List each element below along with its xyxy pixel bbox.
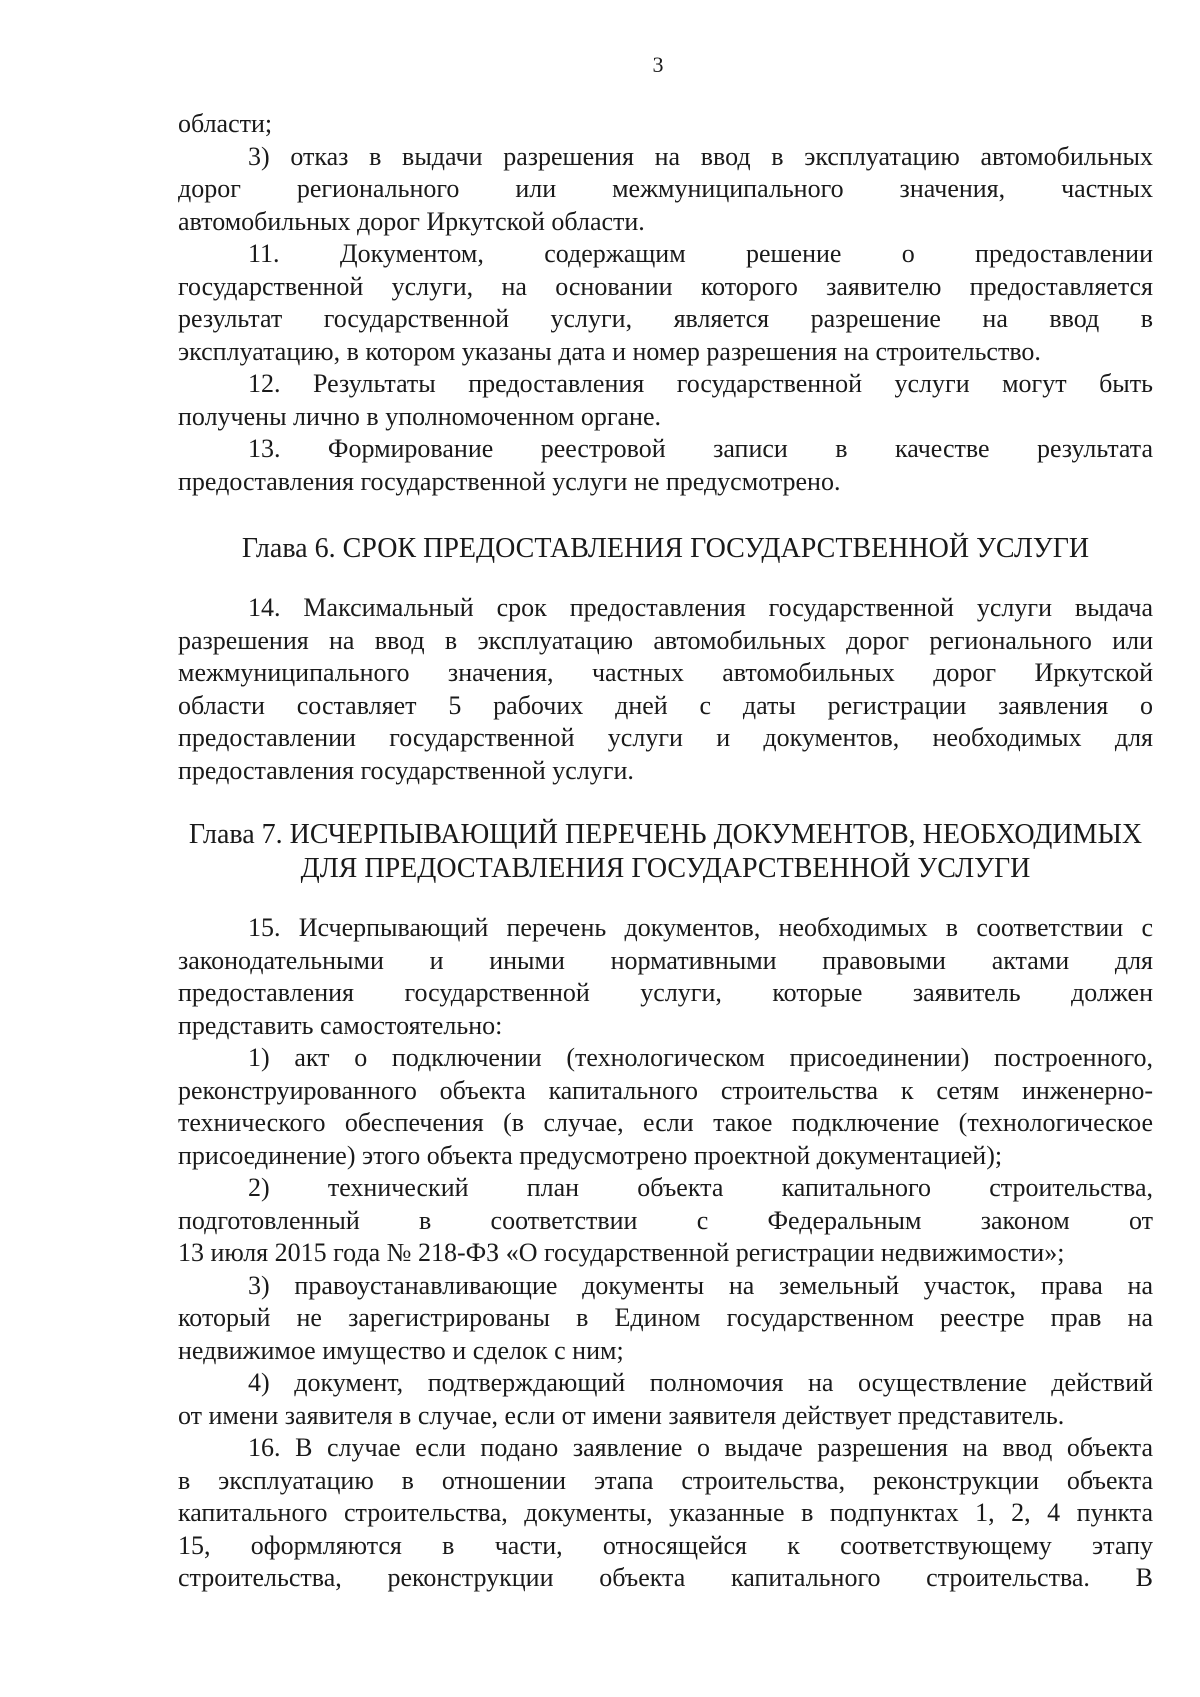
- text-line: 13. Формирование реестровой записи в качестве результата: [248, 434, 1153, 463]
- list-item-line: 13 июля 2015 года № 218-ФЗ «О государственной регистрации недвижимости»;: [178, 1238, 1065, 1267]
- chapter-title: Глава 6. СРОК ПРЕДОСТАВЛЕНИЯ ГОСУДАРСТВЕННОЙ УСЛУГИ: [241, 533, 1090, 564]
- chapter6-section: [178, 532, 1153, 787]
- text-line: государственной услуги, на основании которого заявителю предоставляется: [178, 271, 1153, 301]
- page-number: 3: [652, 52, 664, 77]
- text-line: 12. Результаты предоставления государственной услуги могут быть: [248, 369, 1153, 398]
- chapter7-section: [178, 818, 1153, 1595]
- text-line: 14. Максимальный срок предоставления государственной услуги выдача: [248, 593, 1153, 622]
- text-line: получены лично в уполномоченном органе.: [178, 401, 662, 431]
- text-line: строительства, реконструкции объекта капитального строительства. В: [178, 1563, 1153, 1592]
- text-line: 3) отказ в выдачи разрешения на ввод в эксплуатацию автомобильных: [248, 141, 1153, 171]
- list-item-line: 1) акт о подключении (технологическом присоединении) построенного,: [248, 1043, 1153, 1072]
- text-line: 11. Документом, содержащим решение о предоставлении: [248, 239, 1153, 268]
- text-line: 15. Исчерпывающий перечень документов, необходимых в соответствии с: [248, 913, 1153, 942]
- list-item-line: недвижимое имущество и сделок с ним;: [178, 1335, 624, 1365]
- chapter5-tail: [178, 108, 1153, 498]
- text-line: дорог регионального или межмуниципального значения, частных: [178, 174, 1153, 203]
- list-item-line: 2) технический план объекта капитального строительства,: [248, 1173, 1153, 1202]
- text-line: капитального строительства, документы, указанные в подпунктах 1, 2, 4 пункта: [178, 1498, 1153, 1527]
- text-line: 15, оформляются в части, относящейся к соответствующему этапу: [178, 1530, 1153, 1560]
- text-line: разрешения на ввод в эксплуатацию автомобильных дорог регионального или: [178, 625, 1153, 655]
- text-line: представить самостоятельно:: [178, 1010, 503, 1040]
- list-item-line: 3) правоустанавливающие документы на земельный участок, права на: [248, 1270, 1153, 1300]
- text-line: эксплуатацию, в котором указаны дата и номер разрешения на строительство.: [178, 336, 1041, 366]
- list-item-line: 4) документ, подтверждающий полномочия на осуществление действий: [248, 1368, 1153, 1397]
- list-item-line: который не зарегистрированы в Едином государственном реестре прав на: [178, 1303, 1153, 1332]
- text-line: законодательными и иными нормативными правовыми актами для: [178, 945, 1153, 975]
- text-line: предоставлении государственной услуги и документов, необходимых для: [178, 723, 1153, 752]
- list-item-line: реконструированного объекта капитального строительства к сетям инженерно-: [178, 1075, 1153, 1105]
- list-item-line: от имени заявителя в случае, если от имени заявителя действует представитель.: [178, 1400, 1065, 1430]
- list-item-line: присоединение) этого объекта предусмотрено проектной документацией);: [178, 1140, 1003, 1170]
- text-line: в эксплуатацию в отношении этапа строительства, реконструкции объекта: [178, 1465, 1153, 1495]
- list-item-line: подготовленный в соответствии с Федеральным законом от: [178, 1205, 1153, 1235]
- text-line: предоставления государственной услуги.: [178, 755, 634, 785]
- text-line: автомобильных дорог Иркутской области.: [178, 206, 645, 236]
- text-line: результат государственной услуги, является разрешение на ввод в: [178, 304, 1153, 333]
- list-item-line: технического обеспечения (в случае, если такое подключение (технологическое: [178, 1108, 1153, 1137]
- text-line: области составляет 5 рабочих дней с даты регистрации заявления о: [178, 690, 1153, 720]
- text-line: межмуниципального значения, частных автомобильных дорог Иркутской: [178, 658, 1153, 687]
- text-line: области;: [178, 109, 273, 138]
- chapter-title-line2: ДЛЯ ПРЕДОСТАВЛЕНИЯ ГОСУДАРСТВЕННОЙ УСЛУГИ: [300, 853, 1031, 884]
- chapter-title-line1: Глава 7. ИСЧЕРПЫВАЮЩИЙ ПЕРЕЧЕНЬ ДОКУМЕНТОВ, НЕОБХОДИМЫХ: [188, 819, 1143, 850]
- text-line: предоставления государственной услуги не предусмотрено.: [178, 466, 841, 496]
- text-line: 16. В случае если подано заявление о выдаче разрешения на ввод объекта: [248, 1433, 1153, 1462]
- text-line: предоставления государственной услуги, которые заявитель должен: [178, 978, 1153, 1007]
